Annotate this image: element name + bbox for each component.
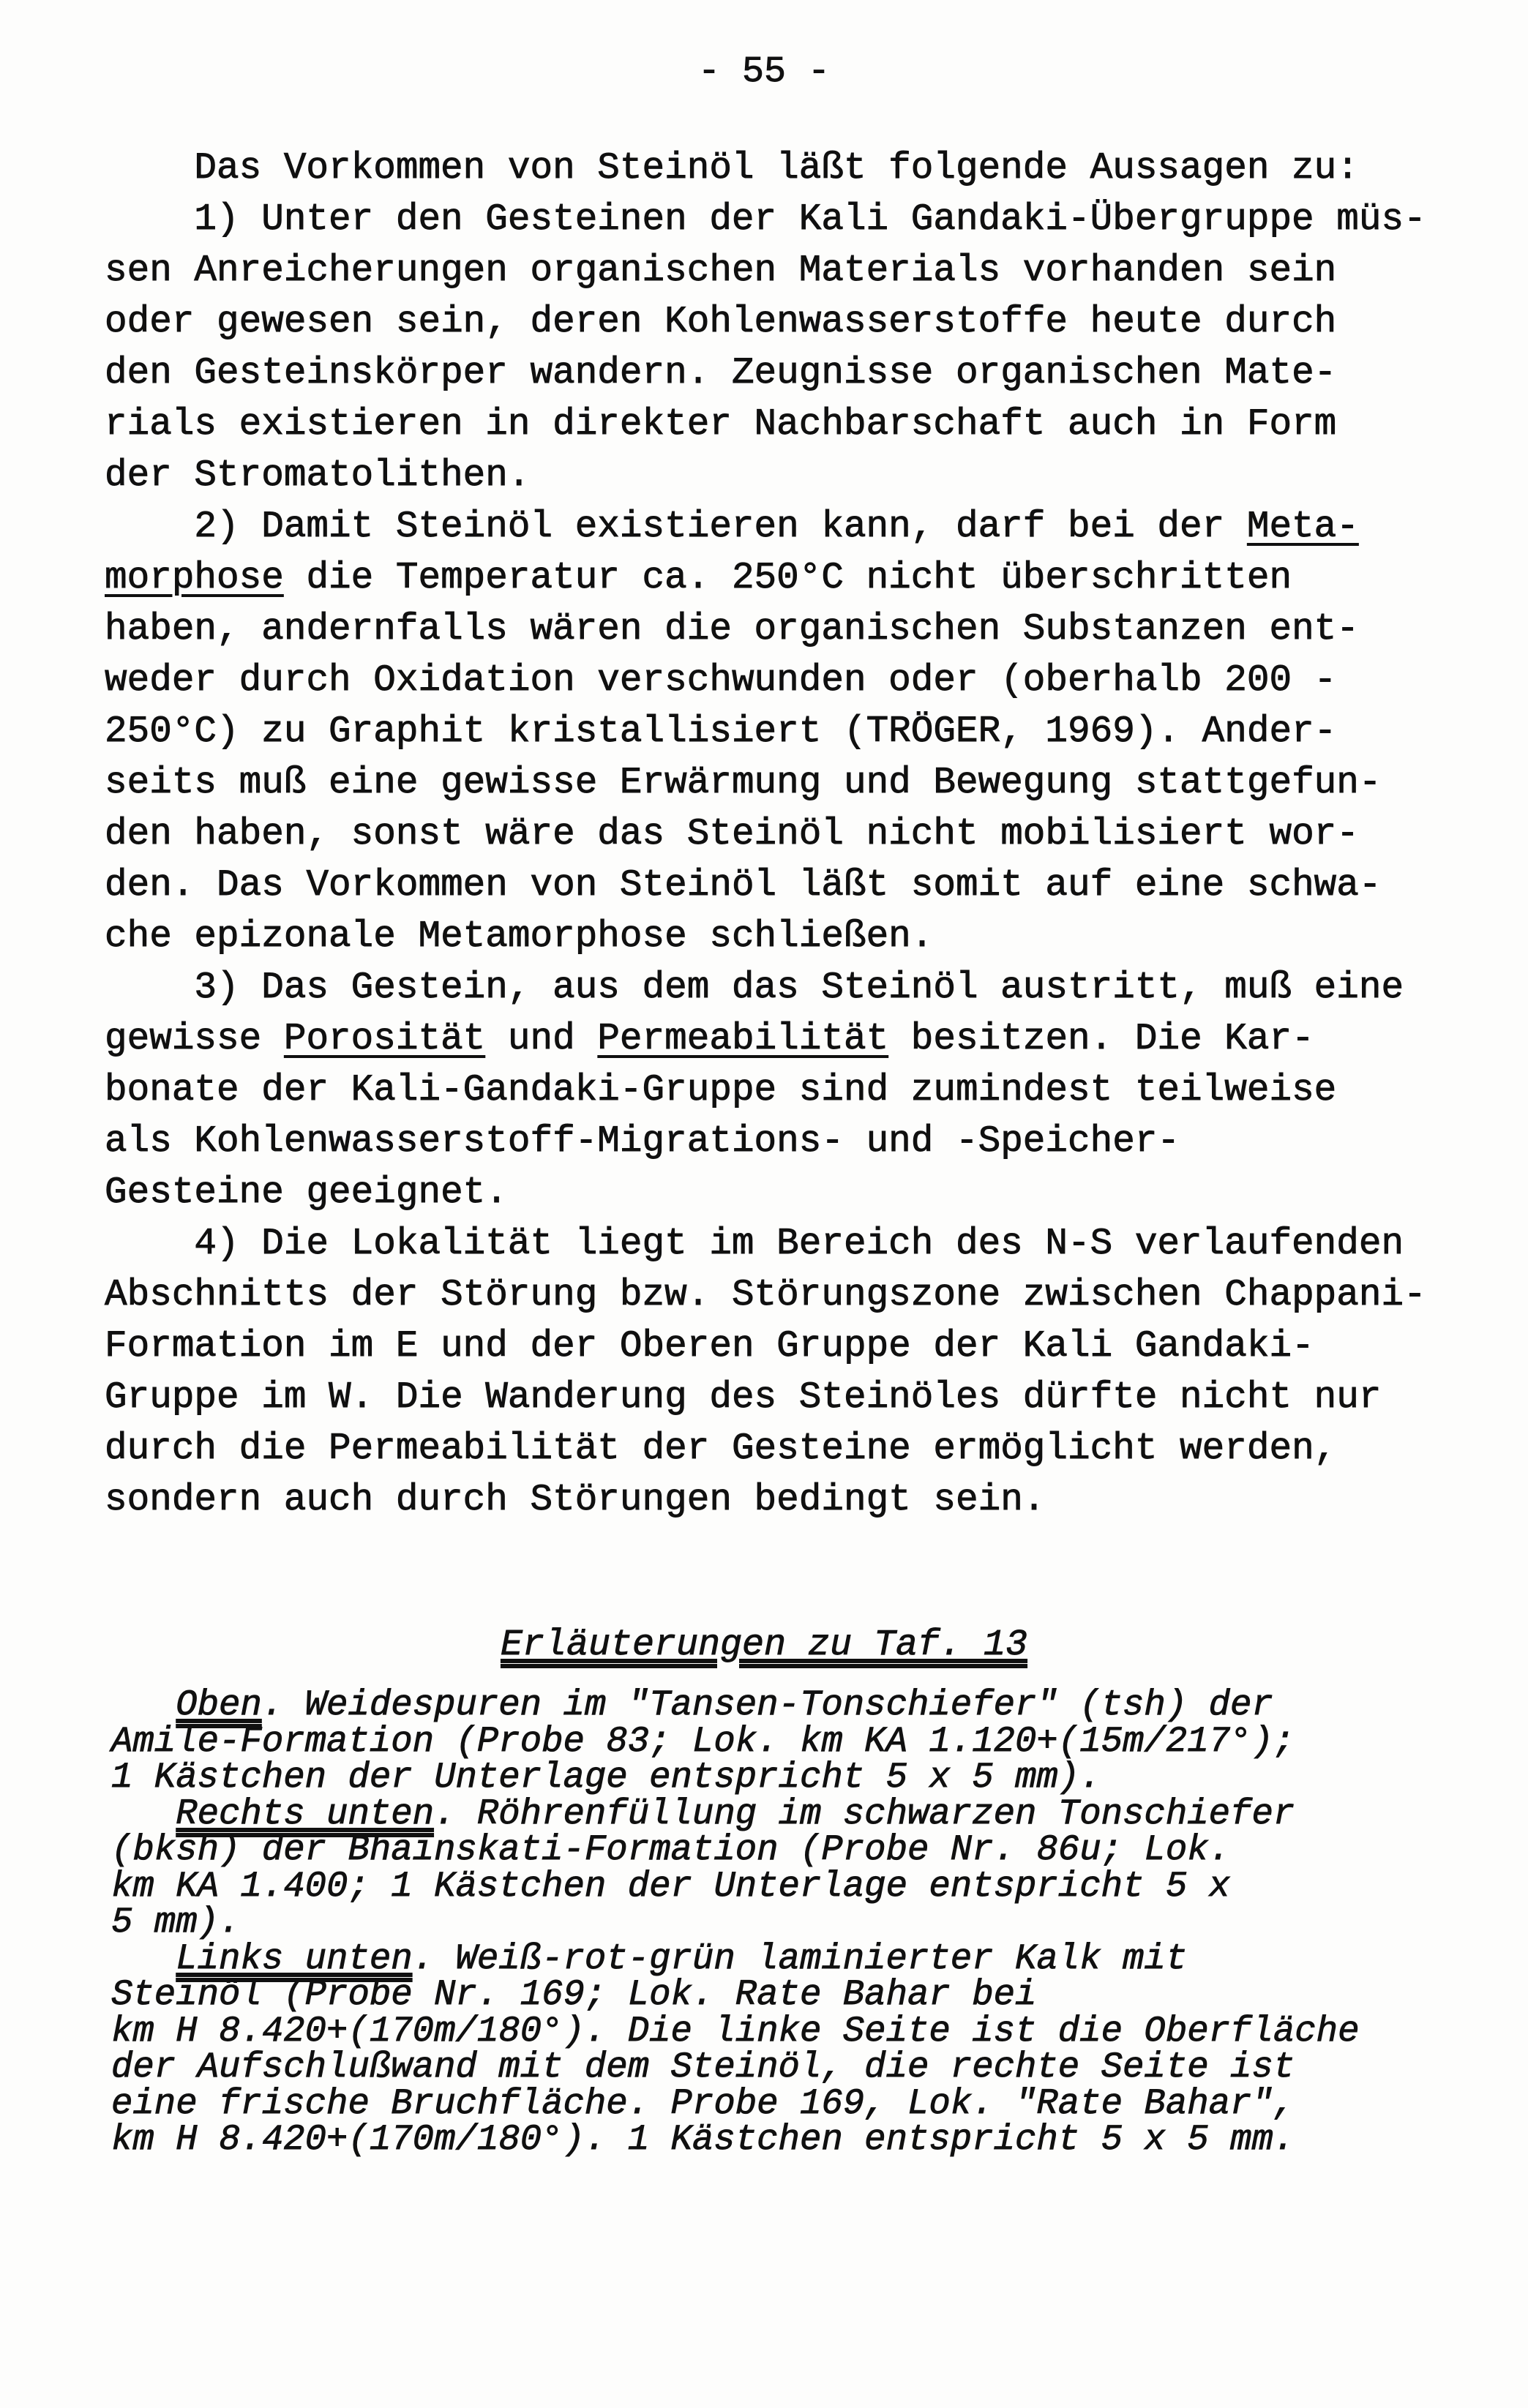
text-segment: km KA 1.400; 1 Kästchen der Unterlage entspricht 5 x (111, 1865, 1231, 1907)
text-line (105, 553, 1426, 604)
text-segment: Gruppe im W. Die Wanderung des Steinöles dürfte nicht nur (105, 1377, 1382, 1419)
text-line (105, 451, 1426, 502)
underlined-text-segment: Permeabilität (597, 1019, 889, 1060)
text-segment: der Stromatolithen. (105, 455, 531, 497)
text-segment: (bksh) der Bhainskati-Formation (Probe Nr. 86u; Lok. (111, 1829, 1231, 1870)
text-line (105, 912, 1426, 963)
text-line (105, 246, 1426, 297)
text-segment: km H 8.420+(170m/180°). 1 Kästchen entspricht 5 x 5 mm. (111, 2119, 1295, 2160)
text-line (105, 656, 1426, 707)
text-line (105, 1065, 1426, 1117)
text-segment: durch die Permeabilität der Gesteine ermöglicht werden, (105, 1428, 1337, 1470)
text-segment: Amile-Formation (Probe 83; Lok. km KA 1.120+(15m/217°); (111, 1720, 1295, 1762)
text-line (105, 297, 1426, 348)
text-line (105, 1168, 1426, 1219)
text-line (111, 1865, 1359, 1907)
text-segment: und (485, 1019, 598, 1060)
text-segment: Gesteine geeignet. (105, 1172, 508, 1214)
text-segment: sondern auch durch Störungen bedingt sein. (105, 1479, 1046, 1521)
text-segment: Steinöl (Probe Nr. 169; Lok. Rate Bahar bei (111, 1974, 1037, 2015)
text-segment: rials existieren in direkter Nachbarschaft auch in Form (105, 404, 1337, 446)
text-line (111, 1757, 1359, 1798)
text-line (105, 604, 1426, 656)
text-segment: die Temperatur ca. 250°C nicht überschritten (283, 558, 1292, 599)
text-segment: 1) Unter den Gesteinen der Kali Gandaki-Übergruppe müs- (194, 199, 1426, 241)
text-line (105, 400, 1426, 451)
text-segment: den. Das Vorkommen von Steinöl läßt somit auf eine schwa- (105, 865, 1382, 907)
text-line (105, 963, 1426, 1014)
text-line (105, 1219, 1426, 1270)
text-line (105, 195, 1426, 246)
text-line (105, 809, 1426, 860)
page-number: - 55 - (697, 51, 831, 93)
text-segment: . Röhrenfüllung im schwarzen Tonschiefer (434, 1793, 1295, 1834)
text-line (111, 1829, 1359, 1870)
text-line (111, 2119, 1359, 2160)
text-line (111, 1684, 1359, 1725)
text-line (105, 860, 1426, 912)
text-line (105, 502, 1426, 553)
plate-caption-heading-text: Erläuterungen zu Taf. 13 (500, 1624, 1028, 1666)
text-segment: als Kohlenwasserstoff-Migrations- und -Speicher- (105, 1121, 1180, 1163)
text-line (111, 1974, 1359, 2015)
text-segment: bonate der Kali-Gandaki-Gruppe sind zumindest teilweise (105, 1070, 1337, 1111)
text-line (105, 1475, 1426, 1526)
text-segment: den Gesteinskörper wandern. Zeugnisse organischen Mate- (105, 353, 1337, 394)
text-segment: Formation im E und der Oberen Gruppe der Kali Gandaki- (105, 1326, 1314, 1368)
plate-caption-heading (0, 1624, 1528, 1667)
text-line (105, 1321, 1426, 1373)
text-segment: weder durch Oxidation verschwunden oder (oberhalb 200 - (105, 660, 1337, 702)
text-segment: 5 mm). (111, 1902, 241, 1943)
text-segment: . Weiß-rot-grün laminierter Kalk mit (412, 1938, 1188, 1979)
text-line (105, 143, 1426, 195)
underlined-text-segment: Links unten (176, 1938, 413, 1979)
text-line (105, 1270, 1426, 1321)
text-segment: sen Anreicherungen organischen Materials vorhanden sein (105, 250, 1337, 292)
text-segment: den haben, sonst wäre das Steinöl nicht mobilisiert wor- (105, 814, 1359, 855)
underlined-text-segment: Porosität (283, 1019, 486, 1060)
text-segment: che epizonale Metamorphose schließen. (105, 916, 934, 958)
text-line (105, 1117, 1426, 1168)
text-line (111, 2049, 1359, 2086)
main-text-block (105, 143, 1426, 1526)
underlined-text-segment: Oben (176, 1684, 262, 1725)
text-line (105, 707, 1426, 758)
text-segment: 2) Damit Steinöl existieren kann, darf bei der (194, 506, 1247, 548)
text-line (111, 1720, 1359, 1762)
text-segment: oder gewesen sein, deren Kohlenwasserstoffe heute durch (105, 301, 1337, 343)
text-segment: besitzen. Die Kar- (888, 1019, 1314, 1060)
text-line (105, 1373, 1426, 1424)
text-segment: seits muß eine gewisse Erwärmung und Bewegung stattgefun- (105, 762, 1382, 804)
text-line (105, 1424, 1426, 1475)
text-line (111, 2010, 1360, 2052)
text-line (111, 1938, 1359, 1979)
text-segment: 4) Die Lokalität liegt im Bereich des N-S verlaufenden (194, 1223, 1404, 1265)
text-line (105, 1014, 1426, 1065)
text-segment: der Aufschlußwand mit dem Steinöl, die rechte Seite ist (111, 2047, 1295, 2088)
underlined-text-segment: Rechts unten (176, 1793, 435, 1834)
text-line (105, 348, 1426, 400)
text-segment: gewisse (105, 1019, 284, 1060)
text-segment: . Weidespuren im "Tansen-Tonschiefer" (tsh) der (261, 1684, 1273, 1725)
text-segment: Das Vorkommen von Steinöl läßt folgende Aussagen zu: (194, 148, 1359, 190)
text-segment: 3) Das Gestein, aus dem das Steinöl austritt, muß eine (194, 967, 1404, 1009)
text-segment: Abschnitts der Störung bzw. Störungszone zwischen Chappani- (105, 1275, 1426, 1316)
text-line (111, 1902, 1359, 1943)
text-segment: km H 8.420+(170m/180°). Die linke Seite ist die Oberfläche (111, 2010, 1360, 2052)
plate-captions-block (111, 1684, 1360, 2160)
underlined-text-segment: Meta- (1246, 506, 1359, 548)
underlined-text-segment: morphose (105, 558, 284, 599)
text-line (111, 2082, 1359, 2124)
text-line (111, 1793, 1359, 1834)
text-line (105, 758, 1426, 809)
text-segment: 250°C) zu Graphit kristallisiert (TRÖGER, 1969). Ander- (105, 711, 1337, 753)
text-segment: 1 Kästchen der Unterlage entspricht 5 x 5 mm). (111, 1757, 1101, 1798)
text-segment: eine frische Bruchfläche. Probe 169, Lok. "Rate Bahar", (111, 2082, 1295, 2124)
text-segment: haben, andernfalls wären die organischen Substanzen ent- (105, 609, 1359, 650)
